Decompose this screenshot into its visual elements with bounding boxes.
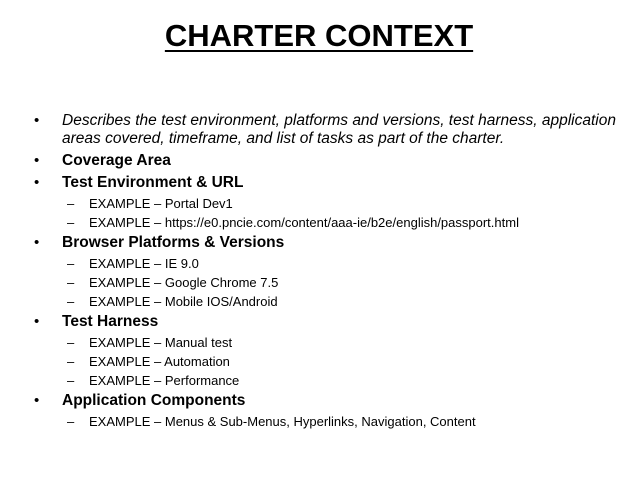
bullet-item <box>34 313 624 331</box>
sub-bullet-item <box>34 275 624 291</box>
bullet-text: Browser Platforms & Versions <box>62 234 285 251</box>
sub-bullet-list <box>34 335 624 389</box>
bullet-item <box>34 152 624 170</box>
sub-bullet-marker: – <box>67 275 75 290</box>
sub-bullet-marker: – <box>67 215 75 230</box>
sub-bullet-text: EXAMPLE – Mobile IOS/Android <box>89 294 278 309</box>
sub-bullet-list <box>34 196 624 231</box>
bullet-text: Test Harness <box>62 313 159 330</box>
bullet-marker: • <box>34 112 40 129</box>
bullet-marker: • <box>34 313 40 330</box>
sub-bullet-text: EXAMPLE – https://e0.pncie.com/content/aaa-ie/b2e/english/passport.html <box>89 215 519 230</box>
sub-bullet-marker: – <box>67 373 75 388</box>
sub-bullet-marker: – <box>67 414 75 429</box>
sub-bullet-text: EXAMPLE – Performance <box>89 373 240 388</box>
bullet-marker: • <box>34 234 40 251</box>
sub-bullet-text: EXAMPLE – Google Chrome 7.5 <box>89 275 279 290</box>
bullet-item <box>34 392 624 410</box>
bullet-item <box>34 234 624 252</box>
sub-bullet-text: EXAMPLE – Menus & Sub-Menus, Hyperlinks, Navigation, Content <box>89 414 476 429</box>
sub-bullet-item <box>34 373 624 389</box>
sub-bullet-item <box>34 335 624 351</box>
bullet-item <box>34 112 624 148</box>
sub-bullet-marker: – <box>67 196 75 211</box>
bullet-text: Describes the test environment, platforms and versions, test harness, application areas covered, timeframe, and list of tasks as part of the charter. <box>62 112 616 147</box>
sub-bullet-text: EXAMPLE – Manual test <box>89 335 233 350</box>
bullet-text: Test Environment & URL <box>62 174 244 191</box>
sub-bullet-marker: – <box>67 335 75 350</box>
sub-bullet-item <box>34 196 624 212</box>
sub-bullet-text: EXAMPLE – IE 9.0 <box>89 256 199 271</box>
sub-bullet-item <box>34 256 624 272</box>
bullet-marker: • <box>34 152 40 169</box>
sub-bullet-item <box>34 294 624 310</box>
sub-bullet-marker: – <box>67 354 75 369</box>
sub-bullet-marker: – <box>67 256 75 271</box>
sub-bullet-text: EXAMPLE – Automation <box>89 354 230 369</box>
sub-bullet-text: EXAMPLE – Portal Dev1 <box>89 196 233 211</box>
bullet-item <box>34 174 624 192</box>
slide-title: CHARTER CONTEXT <box>164 18 474 53</box>
bullet-text: Coverage Area <box>62 152 171 169</box>
sub-bullet-list <box>34 256 624 310</box>
sub-bullet-item <box>34 354 624 370</box>
bullet-list <box>34 112 624 433</box>
sub-bullet-item <box>34 215 624 231</box>
sub-bullet-item <box>34 414 624 430</box>
sub-bullet-list <box>34 414 624 430</box>
bullet-marker: • <box>34 174 40 191</box>
bullet-marker: • <box>34 392 40 409</box>
sub-bullet-marker: – <box>67 294 75 309</box>
bullet-text: Application Components <box>62 392 246 409</box>
